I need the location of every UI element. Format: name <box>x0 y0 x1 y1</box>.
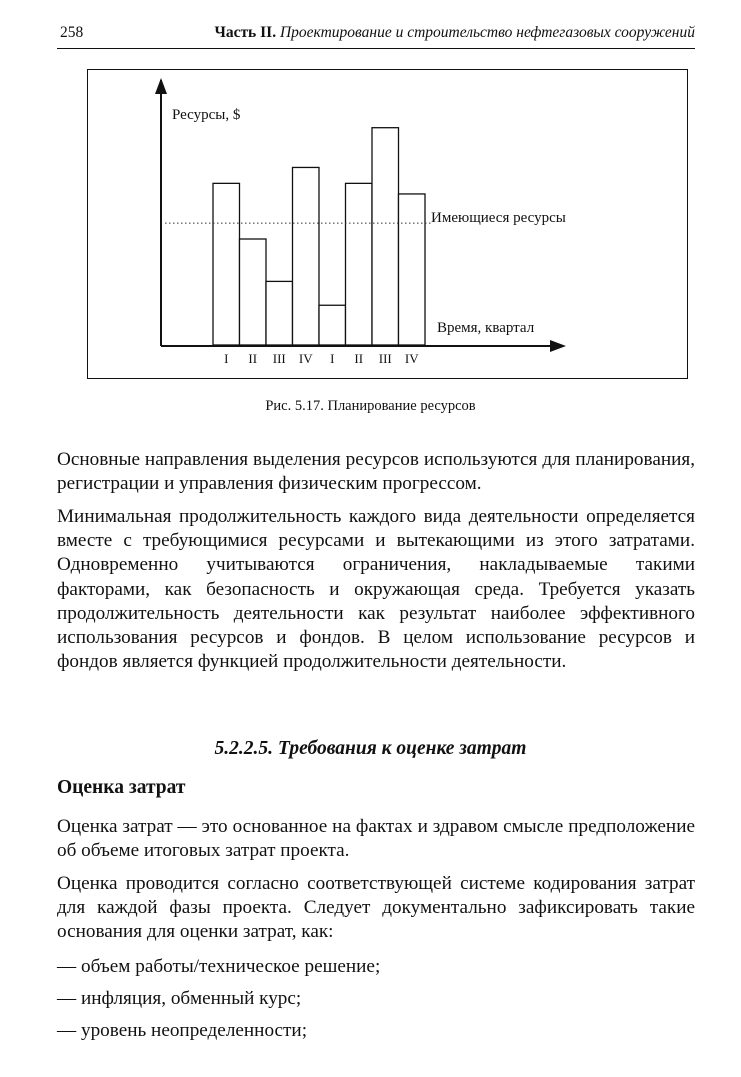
bar <box>319 305 346 345</box>
bar-group <box>213 128 425 345</box>
x-axis-label: Время, квартал <box>437 320 535 336</box>
bar <box>213 183 240 345</box>
section-title: 5.2.2.5. Требования к оценке затрат <box>214 738 527 759</box>
bar <box>399 194 426 345</box>
x-tick-label: III <box>378 351 392 366</box>
paragraph-1: Основные направления выделения ресурсов используются для планирования, регистрации и управления физическим прогрессом. <box>57 449 695 495</box>
page-number: 258 <box>60 24 84 41</box>
bar <box>293 167 320 345</box>
running-header <box>57 22 695 49</box>
subheading: Оценка затрат <box>57 777 186 798</box>
list-item: — уровень неопределенности; <box>57 1020 308 1041</box>
bar <box>372 128 399 345</box>
x-tick-label: II <box>354 351 364 366</box>
y-axis-arrow-icon <box>155 78 167 94</box>
bar <box>346 183 373 345</box>
x-tick-label: I <box>224 351 229 366</box>
list-item: — инфляция, обменный курс; <box>57 988 302 1009</box>
x-tick-label: III <box>272 351 286 366</box>
figure-resource-planning <box>87 69 688 379</box>
paragraph-3: Оценка затрат — это основанное на фактах и здравом смысле предположение об объеме итоговых затрат проекта. <box>57 816 695 862</box>
x-tick-label: IV <box>298 351 313 366</box>
x-tick-label: I <box>330 351 335 366</box>
resource-chart <box>88 70 689 380</box>
part-title: Проектирование и строительство нефтегазовых сооружений <box>279 24 695 41</box>
tick-labels <box>224 351 419 366</box>
y-axis-label: Ресурсы, $ <box>172 107 241 123</box>
x-tick-label: II <box>248 351 258 366</box>
running-title <box>214 24 695 42</box>
paragraph-2: Минимальная продолжительность каждого вида деятельности определяется вместе с требующимися ресурсами и вытекающими из этого затратами. Одновременно учитываются ограничения, накладываемые такими факторами, как безопасность и окружающая среда. Требуется указать продолжительность деятельности как результат наиболее эффективного использования ресурсов и фондов. В целом использование ресурсов и фондов является функцией продолжительности деятельности. <box>57 506 695 673</box>
x-axis-arrow-icon <box>550 340 566 352</box>
figure-caption: Рис. 5.17. Планирование ресурсов <box>265 398 476 414</box>
bar <box>240 239 267 345</box>
bar <box>266 281 293 345</box>
list-item: — объем работы/техническое решение; <box>57 956 381 977</box>
x-tick-label: IV <box>404 351 419 366</box>
part-label: Часть II. <box>214 24 277 41</box>
available-resources-label: Имеющиеся ресурсы <box>431 210 566 226</box>
paragraph-4: Оценка проводится согласно соответствующей системе кодирования затрат для каждой фазы проекта. Следует документально зафиксировать такие основания для оценки затрат, как: <box>57 873 695 943</box>
